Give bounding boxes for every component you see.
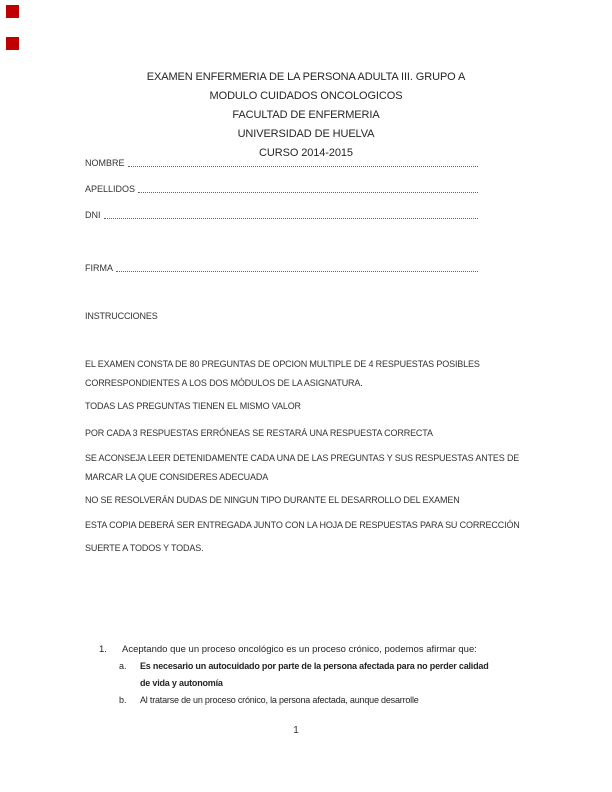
option-b-line-1: Al tratarse de un proceso crónico, la persona afectada, aunque desarrolle — [140, 695, 419, 705]
title-line-university: UNIVERSIDAD DE HUELVA — [237, 128, 375, 140]
page-number: 1 — [293, 725, 299, 736]
option-b — [119, 692, 489, 709]
instruction-line: SE ACONSEJA LEER DETENIDAMENTE CADA UNA DE LAS PREGUNTAS Y SUS RESPUESTAS ANTES DE — [85, 453, 520, 463]
instruction-paragraph — [85, 516, 520, 535]
form-field-dni — [85, 208, 478, 222]
form-field-apellidos — [85, 182, 478, 196]
title-line-module: MODULO CUIDADOS ONCOLOGICOS — [209, 90, 403, 102]
title-line-course: CURSO 2014-2015 — [259, 147, 353, 159]
option-a-line-1: Es necesario un autocuidado por parte de la persona afectada para no perder calidad — [140, 661, 489, 671]
instruction-line: ESTA COPIA DEBERÁ SER ENTREGADA JUNTO CON LA HOJA DE RESPUESTAS PARA SU CORRECCIÓN — [85, 520, 520, 530]
instruction-line: POR CADA 3 RESPUESTAS ERRÓNEAS SE RESTARÁ UNA RESPUESTA CORRECTA — [85, 428, 433, 438]
question-stem — [99, 641, 489, 658]
option-a-line-2: de vida y autonomía — [140, 678, 223, 688]
dotted-leader-line — [138, 192, 478, 193]
title-line-exam: EXAMEN ENFERMERIA DE LA PERSONA ADULTA III. GRUPO A — [146, 71, 466, 83]
form-field-firma — [85, 261, 478, 275]
instruction-paragraph — [85, 539, 203, 558]
form-label-firma: FIRMA — [85, 263, 113, 273]
red-marker-square-bottom — [6, 37, 19, 50]
title-line-faculty: FACULTAD DE ENFERMERIA — [232, 109, 380, 121]
question-text: Aceptando que un proceso oncológico es un proceso crónico, podemos afirmar que: — [122, 644, 477, 655]
form-field-nombre — [85, 156, 478, 170]
instruction-paragraph — [85, 449, 519, 487]
instruction-paragraph — [85, 355, 480, 393]
option-a-text — [140, 658, 489, 692]
question-1 — [99, 641, 489, 709]
dotted-leader-line — [104, 218, 479, 219]
option-b-letter: b. — [119, 695, 127, 705]
instruction-paragraph — [85, 424, 433, 443]
option-a — [119, 658, 489, 692]
form-label-apellidos: APELLIDOS — [85, 184, 136, 194]
option-b-text — [140, 692, 419, 709]
question-number: 1. — [99, 644, 107, 655]
question-options — [119, 658, 489, 709]
instruction-line: NO SE RESOLVERÁN DUDAS DE NINGUN TIPO DURANTE EL DESARROLLO DEL EXAMEN — [85, 495, 460, 505]
instruction-paragraph — [85, 397, 301, 416]
option-a-letter: a. — [119, 661, 127, 671]
instruction-line: MARCAR LA QUE CONSIDERES ADECUADA — [85, 472, 269, 482]
form-label-nombre: NOMBRE — [85, 158, 125, 168]
instructions-heading: INSTRUCCIONES — [85, 311, 158, 321]
instruction-line: EL EXAMEN CONSTA DE 80 PREGUNTAS DE OPCION MULTIPLE DE 4 RESPUESTAS POSIBLES — [85, 359, 480, 369]
instruction-line: SUERTE A TODOS Y TODAS. — [85, 543, 204, 553]
instruction-paragraph — [85, 491, 460, 510]
red-marker-square-top — [6, 5, 19, 18]
dotted-leader-line — [128, 166, 478, 167]
form-label-dni: DNI — [85, 210, 101, 220]
dotted-leader-line — [116, 271, 478, 272]
document-title — [0, 68, 612, 163]
instruction-line: TODAS LAS PREGUNTAS TIENEN EL MISMO VALOR — [85, 401, 301, 411]
instruction-line: CORRESPONDIENTES A LOS DOS MÓDULOS DE LA ASIGNATURA. — [85, 378, 363, 388]
